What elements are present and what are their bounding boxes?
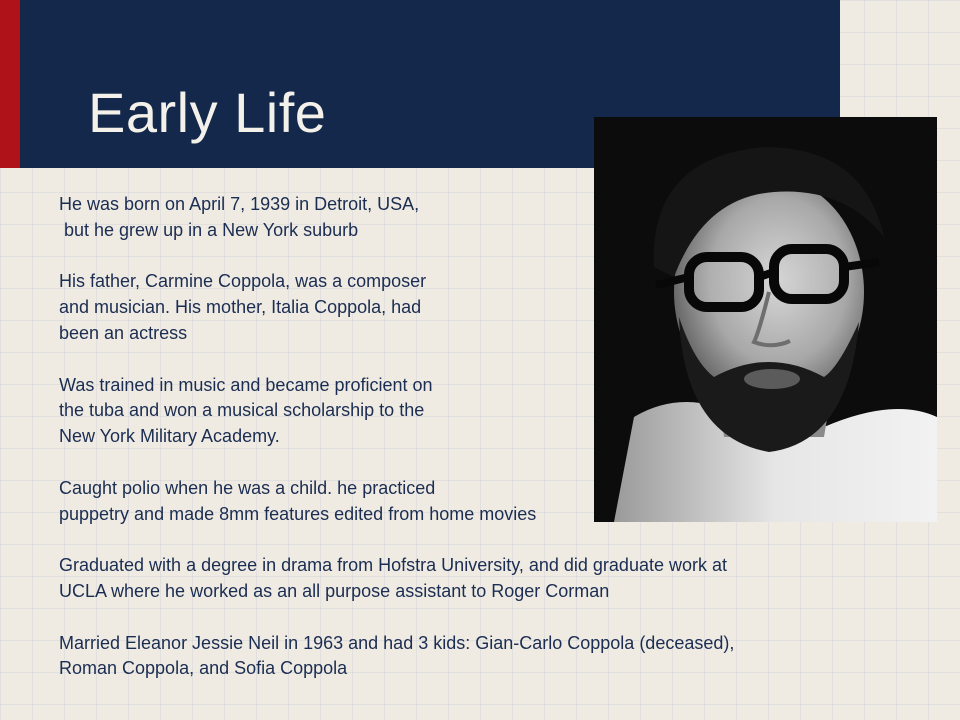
slide-title: Early Life (88, 81, 327, 144)
text-line: Graduated with a degree in drama from Hofstra University, and did graduate work at (59, 555, 727, 576)
text-line: and musician. His mother, Italia Coppola, had (59, 297, 422, 318)
portrait-illustration (594, 117, 937, 522)
text-line: Caught polio when he was a child. he practiced (59, 477, 436, 498)
paragraph-education (59, 553, 889, 605)
text-line: been an actress (59, 322, 188, 343)
text-line: New York Military Academy. (59, 426, 280, 447)
text-line: puppetry and made 8mm features edited from home movies (59, 503, 537, 524)
text-line: but he grew up in a New York suburb (59, 219, 359, 240)
text-line: Was trained in music and became proficient on (59, 374, 433, 395)
portrait-photo (594, 117, 937, 522)
text-line: UCLA where he worked as an all purpose assistant to Roger Corman (59, 580, 610, 601)
text-line: His father, Carmine Coppola, was a composer (59, 271, 427, 292)
text-line: Roman Coppola, and Sofia Coppola (59, 658, 348, 679)
paragraph-family (59, 631, 889, 683)
text-line: Married Eleanor Jessie Neil in 1963 and had 3 kids: Gian-Carlo Coppola (deceased), (59, 632, 735, 653)
text-line: He was born on April 7, 1939 in Detroit, USA, (59, 194, 420, 214)
text-line: the tuba and won a musical scholarship to the (59, 400, 425, 421)
accent-red-bar (0, 0, 20, 168)
